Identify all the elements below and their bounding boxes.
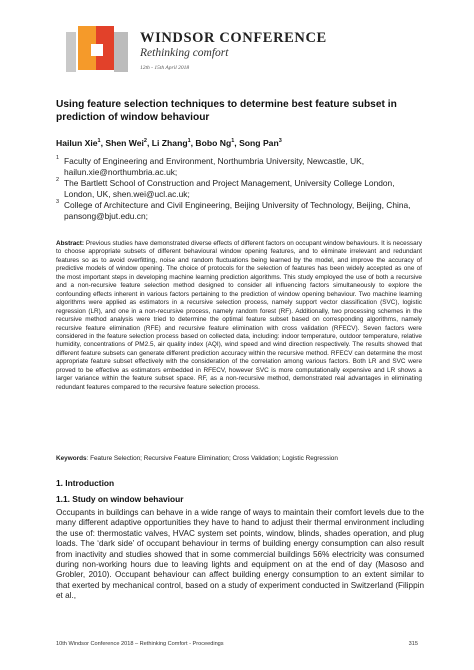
- section-heading-introduction: 1. Introduction: [56, 478, 115, 488]
- keywords-text: : Feature Selection; Recursive Feature Elimination; Cross Validation; Logistic Regression: [86, 455, 338, 462]
- author-sup: 2: [143, 138, 147, 145]
- conference-header: [140, 30, 400, 71]
- affiliation-item: [56, 156, 426, 178]
- author-name: Bobo Ng: [195, 138, 232, 148]
- footer-proceedings: 10th Windsor Conference 2018 – Rethinking Comfort - Proceedings: [56, 641, 224, 647]
- affiliation-text: The Bartlett School of Construction and Project Management, University College London, London, UK, shen.wei@ucl.ac.uk;: [64, 178, 395, 199]
- author-name: Li Zhang: [151, 138, 188, 148]
- abstract-text: Previous studies have demonstrated diverse effects of different factors on occupant window behaviours. It is necessary to choose appropriate subsets of different behavioural window opening features, and to eliminate irrelevant and redundant features so as to avoid overfitting, noise and random fluctuations being learned by the model, and improve the accuracy of predictive models of window opening. The choice of protocols for the selection of features has been widely accepted as one of the most important steps in developing machine learning prediction algorithms. This study employed the use of both a recursive and a non-recursive feature selection method designed to consider all influencing factors simultaneously to explore the confounding effects inherent in various factors pertaining to the prediction of window opening behaviour. Two machine learning algorithms were applied as estimators in a recursive selection process, namely support vector classification (SVC), logistic regression (LR), and one in a non-recursive process, namely random forest (RF). Additionally, two processing schemes in the recursive method analysis were tried to determine the optimal feature subset based on corresponding algorithms, namely recursive feature elimination (RFE) and recursive feature elimination with cross validation (RFECV). Seven factors were considered in the feature selection process based on collected data, including: indoor temperature, outdoor temperature, relative humidity, concentrations of PM2.5, air quality index (AQI), wind speed and wind direction respectively. The results showed that different feature subsets can generate different prediction accuracy within the recursive method. RFECV can determine the most appropriate feature subset effectively with the consideration of the correlation among various factors. Both LR and SVC were proved to be effective as estimators embedded in RFECV, however SVC is more computationally expensive and LR shows a larger variance within the feature subset space. RF, as a non-recursive method, demonstrated real advantages in eliminating redundant features compared to the recursive feature selection process.: [56, 240, 423, 391]
- affiliation-list: [56, 156, 426, 222]
- subsection-heading-window-behaviour: 1.1. Study on window behaviour: [56, 494, 184, 504]
- author-sup: 1: [231, 138, 235, 145]
- affiliation-text: Faculty of Engineering and Environment, Northumbria University, Newcastle, UK, hailun.xie@northumbria.ac.uk;: [64, 156, 365, 177]
- affiliation-number: 1: [56, 155, 60, 161]
- affiliation-number: 3: [56, 199, 60, 205]
- affiliation-text: College of Architecture and Civil Engineering, Beijing University of Technology, Beijing, China, pansong@bjut.edu.cn;: [64, 200, 411, 221]
- paper-title: Using feature selection techniques to determine best feature subset in prediction of window behaviour: [56, 99, 397, 123]
- author-name: Shen Wei: [105, 138, 144, 148]
- author-list: Hailun Xie$^1$, Shen Wei$^2$, Li Zhang$^1$, Bobo Ng$^1$, Song Pan$^3$: [56, 138, 282, 148]
- author-sup: 1: [97, 138, 101, 145]
- page-footer: [56, 641, 418, 647]
- conference-logo: [66, 26, 134, 78]
- logo-block-white-square: [91, 44, 103, 56]
- author-name: Hailun Xie: [56, 138, 98, 148]
- body-paragraph: Occupants in buildings can behave in a wide range of ways to maintain their comfort levels due to the many different adaptive opportunities they have to hand to adjust their thermal environment including the use of: thermostatic valves, HVAC system set points, window, blinds, shades operation, and plug loads. The ‘dark side’ of occupant behaviour in terms of building energy consumption can also result from inactivity and studies showed that in some commercial buildings 56% electricity was consumed during non-working hours due to leaving lights and equipment on at the end of day (Masoso and Grobler, 2010). Occupant behaviour can affect building energy consumption to an extent similar to that exerted by mechanical control, based on a study of experiment conducted in Switzerland (Filippin et al.,: [56, 508, 424, 601]
- affiliation-item: [56, 200, 426, 222]
- author-sup: 3: [278, 138, 282, 145]
- logo-block-grey-left: [66, 32, 76, 72]
- abstract-block: [56, 240, 422, 392]
- author-sup: 1: [187, 138, 191, 145]
- affiliation-item: [56, 178, 426, 200]
- conference-title: WINDSOR CONFERENCE: [140, 30, 327, 46]
- author-name: Song Pan: [239, 138, 279, 148]
- conference-subtitle: Rethinking comfort: [140, 47, 229, 59]
- conference-dates: 12th - 15th April 2018: [140, 65, 190, 71]
- abstract-label: Abstract:: [56, 240, 85, 247]
- keywords-block: [56, 455, 422, 463]
- page-number: 315: [408, 641, 418, 647]
- keywords-label: Keywords: [56, 455, 87, 462]
- affiliation-number: 2: [56, 177, 60, 183]
- logo-block-grey-right: [114, 32, 128, 72]
